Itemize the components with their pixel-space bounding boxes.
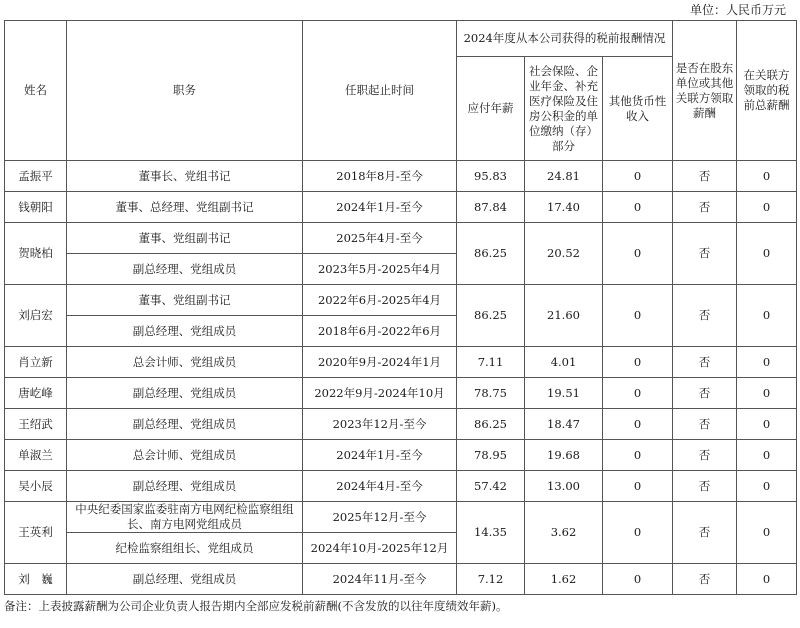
cell-other-income: 0: [603, 192, 673, 223]
cell-term: 2023年12月-至今: [303, 409, 457, 440]
cell-position: 董事长、党组书记: [67, 161, 303, 192]
cell-term: 2020年9月-2024年1月: [303, 347, 457, 378]
table-row: [5, 440, 797, 471]
cell-term: 2024年1月-至今: [303, 440, 457, 471]
cell-salary: 95.83: [457, 161, 525, 192]
header-compensation-group: 2024年度从本公司获得的税前报酬情况: [457, 21, 673, 57]
cell-social: 4.01: [525, 347, 603, 378]
header-salary: 应付年薪: [457, 57, 525, 161]
cell-other-income: 0: [603, 564, 673, 595]
cell-position: 副总经理、党组成员: [67, 471, 303, 502]
cell-other-income: 0: [603, 378, 673, 409]
cell-other-income: 0: [603, 347, 673, 378]
cell-related-total: 0: [737, 347, 797, 378]
header-position: 职务: [67, 21, 303, 161]
compensation-table: [4, 20, 797, 595]
cell-name: 唐屹峰: [5, 378, 67, 409]
cell-other-income: 0: [603, 161, 673, 192]
table-row: [5, 223, 797, 254]
cell-social: 19.68: [525, 440, 603, 471]
cell-position: 中央纪委国家监委驻南方电网纪检监察组组长、南方电网党组成员: [67, 502, 303, 533]
cell-salary: 86.25: [457, 285, 525, 347]
cell-name: 刘启宏: [5, 285, 67, 347]
cell-salary: 87.84: [457, 192, 525, 223]
cell-position: 副总经理、党组成员: [67, 564, 303, 595]
header-social-insurance: 社会保险、企业年金、补充医疗保险及住房公积金的单位缴纳（存）部分: [525, 57, 603, 161]
cell-other-income: 0: [603, 502, 673, 564]
cell-related-flag: 否: [673, 161, 737, 192]
cell-name: 贺晓柏: [5, 223, 67, 285]
cell-related-flag: 否: [673, 223, 737, 285]
cell-term: 2023年5月-2025年4月: [303, 254, 457, 285]
cell-related-flag: 否: [673, 285, 737, 347]
table-row: [5, 285, 797, 316]
cell-related-flag: 否: [673, 192, 737, 223]
cell-name: 王英利: [5, 502, 67, 564]
cell-related-total: 0: [737, 223, 797, 285]
cell-position: 总会计师、党组成员: [67, 347, 303, 378]
cell-social: 18.47: [525, 409, 603, 440]
unit-label: 单位：人民币万元: [689, 3, 786, 17]
cell-position: 副总经理、党组成员: [67, 254, 303, 285]
cell-related-total: 0: [737, 192, 797, 223]
table-row: [5, 161, 797, 192]
cell-related-flag: 否: [673, 347, 737, 378]
cell-term: 2024年4月-至今: [303, 471, 457, 502]
header-related-flag: 是否在股东单位或其他关联方领取薪酬: [673, 21, 737, 161]
cell-term: 2018年6月-2022年6月: [303, 316, 457, 347]
cell-position: 董事、党组副书记: [67, 285, 303, 316]
table-row: [5, 192, 797, 223]
cell-social: 3.62: [525, 502, 603, 564]
cell-other-income: 0: [603, 223, 673, 285]
cell-salary: 7.11: [457, 347, 525, 378]
cell-related-total: 0: [737, 471, 797, 502]
table-row: [5, 471, 797, 502]
cell-salary: 78.75: [457, 378, 525, 409]
cell-related-flag: 否: [673, 502, 737, 564]
table-header: [5, 21, 797, 161]
cell-other-income: 0: [603, 440, 673, 471]
cell-position: 副总经理、党组成员: [67, 316, 303, 347]
footnote: 备注：上表披露薪酬为公司企业负责人报告期内全部应发税前薪酬(不含发放的以往年度绩效年薪)。: [4, 599, 508, 613]
cell-related-total: 0: [737, 409, 797, 440]
cell-salary: 86.25: [457, 409, 525, 440]
cell-other-income: 0: [603, 285, 673, 347]
header-name: 姓名: [5, 21, 67, 161]
cell-term: 2022年6月-2025年4月: [303, 285, 457, 316]
cell-term: 2025年4月-至今: [303, 223, 457, 254]
cell-term: 2024年11月-至今: [303, 564, 457, 595]
cell-name: 钱朝阳: [5, 192, 67, 223]
table-row: [5, 378, 797, 409]
cell-other-income: 0: [603, 409, 673, 440]
cell-social: 21.60: [525, 285, 603, 347]
header-related-total: 在关联方领取的税前总薪酬: [737, 21, 797, 161]
table-row: [5, 347, 797, 378]
cell-salary: 86.25: [457, 223, 525, 285]
cell-name: 王绍武: [5, 409, 67, 440]
cell-social: 19.51: [525, 378, 603, 409]
cell-related-flag: 否: [673, 378, 737, 409]
cell-salary: 14.35: [457, 502, 525, 564]
cell-related-total: 0: [737, 502, 797, 564]
cell-social: 1.62: [525, 564, 603, 595]
cell-salary: 57.42: [457, 471, 525, 502]
cell-term: 2024年1月-至今: [303, 192, 457, 223]
cell-salary: 78.95: [457, 440, 525, 471]
cell-other-income: 0: [603, 471, 673, 502]
cell-related-flag: 否: [673, 440, 737, 471]
cell-name: 肖立新: [5, 347, 67, 378]
header-term: 任职起止时间: [303, 21, 457, 161]
cell-salary: 7.12: [457, 564, 525, 595]
cell-name: 刘 巍: [5, 564, 67, 595]
cell-related-total: 0: [737, 564, 797, 595]
cell-position: 副总经理、党组成员: [67, 409, 303, 440]
cell-social: 17.40: [525, 192, 603, 223]
cell-term: 2018年8月-至今: [303, 161, 457, 192]
cell-name: 单淑兰: [5, 440, 67, 471]
header-other-income: 其他货币性收入: [603, 57, 673, 161]
cell-position: 董事、党组副书记: [67, 223, 303, 254]
table-row: [5, 409, 797, 440]
cell-name: 孟振平: [5, 161, 67, 192]
cell-related-flag: 否: [673, 409, 737, 440]
cell-related-total: 0: [737, 378, 797, 409]
cell-position: 纪检监察组组长、党组成员: [67, 533, 303, 564]
cell-term: 2024年10月-2025年12月: [303, 533, 457, 564]
cell-position: 副总经理、党组成员: [67, 378, 303, 409]
table-row: [5, 564, 797, 595]
cell-related-total: 0: [737, 285, 797, 347]
table-row: [5, 502, 797, 533]
cell-term: 2022年9月-2024年10月: [303, 378, 457, 409]
cell-related-total: 0: [737, 440, 797, 471]
cell-position: 总会计师、党组成员: [67, 440, 303, 471]
cell-name: 吴小辰: [5, 471, 67, 502]
cell-position: 董事、总经理、党组副书记: [67, 192, 303, 223]
cell-related-flag: 否: [673, 564, 737, 595]
cell-term: 2025年12月-至今: [303, 502, 457, 533]
cell-social: 24.81: [525, 161, 603, 192]
cell-related-flag: 否: [673, 471, 737, 502]
table-body: [5, 161, 797, 595]
cell-social: 20.52: [525, 223, 603, 285]
cell-social: 13.00: [525, 471, 603, 502]
cell-related-total: 0: [737, 161, 797, 192]
